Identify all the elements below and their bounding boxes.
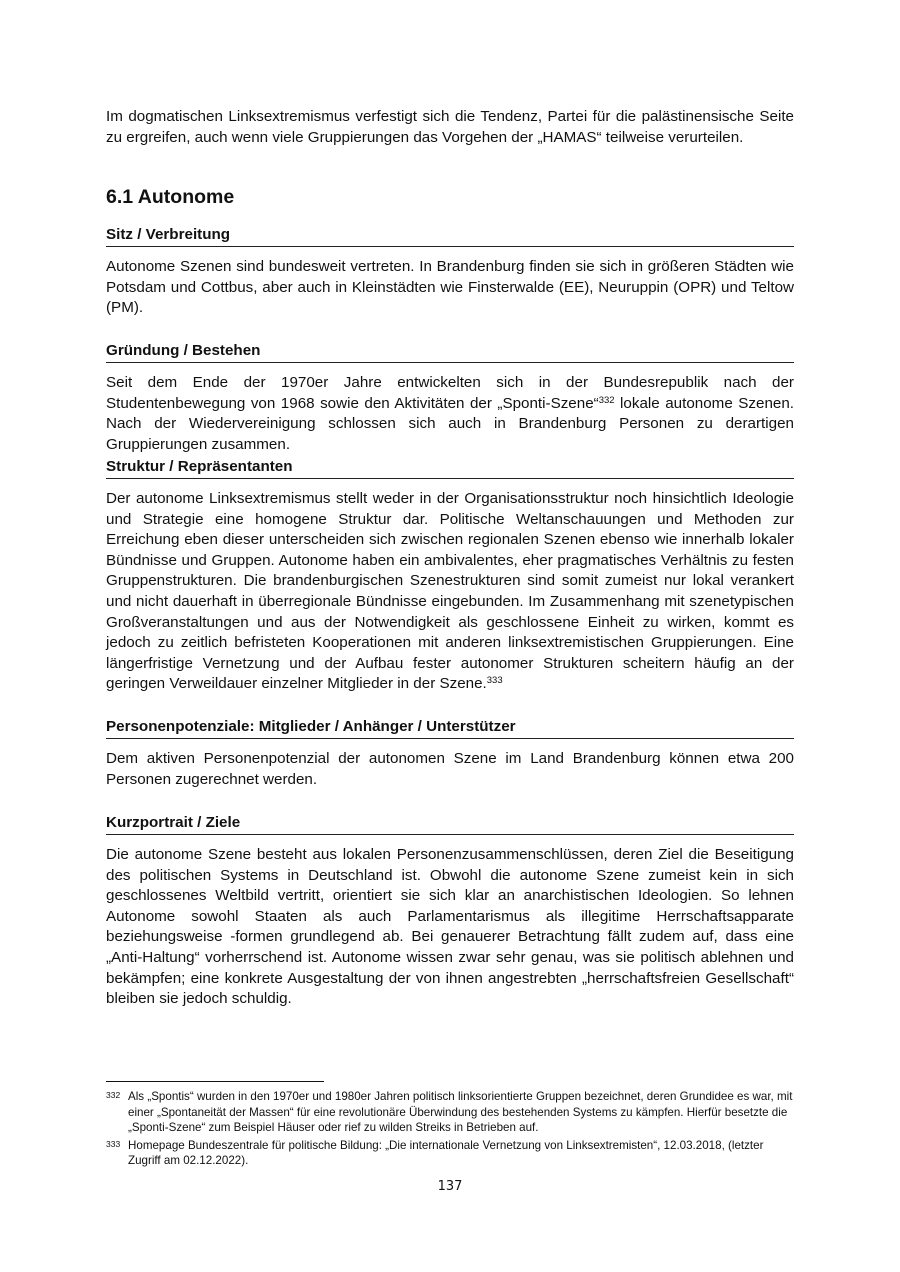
footnote-332 bbox=[106, 1089, 794, 1136]
body-text: lokale autonome Szenen. Nach der Wiedervereinigung schlossen sich auch in Brandenburg Personen zu derartigen Gruppierungen zusammen. bbox=[106, 394, 794, 453]
footnote-ref-333[interactable]: 333 bbox=[486, 675, 503, 687]
section-kurzportrait bbox=[106, 813, 794, 1010]
section-body: Dem aktiven Personenpotenzial der autonomen Szene im Land Brandenburg können etwa 200 Personen zugerechnet werden. bbox=[106, 750, 794, 788]
footnote-number: 332 bbox=[106, 1090, 121, 1100]
section-gruendung bbox=[106, 341, 794, 455]
footnote-333 bbox=[106, 1138, 794, 1169]
footnote-ref-332[interactable]: 332 bbox=[598, 394, 615, 406]
section-heading: Kurzportrait / Ziele bbox=[106, 813, 794, 835]
footnote-separator bbox=[106, 1081, 324, 1082]
section-body: Die autonome Szene besteht aus lokalen Personenzusammenschlüssen, deren Ziel die Beseitigung des politischen Systems in Deutschland ist. Obwohl die autonome Szene zumeist kein in sich geschlossenes Weltbild vertritt, orientiert sie sich klar an anarchistischen Ideologien. So lehnen Autonome sowohl Staaten als auch Parlamentarismus als illegitime Herrschaftsapparate beziehungsweise -formen grundlegend ab. Bei genauerer Betrachtung fällt zudem auf, dass eine „Anti-Haltung“ vorherrschend ist. Autonome wissen zwar sehr genau, was sie politisch ablehnen und bekämpfen; eine konkrete Ausgestaltung der von ihnen angestrebten „herrschaftsfreien Gesellschaft“ bleiben sie jedoch schuldig. bbox=[106, 846, 794, 1008]
section-heading: Sitz / Verbreitung bbox=[106, 225, 794, 247]
section-body bbox=[106, 373, 794, 455]
footnote-text: Homepage Bundeszentrale für politische Bildung: „Die internationale Vernetzung von Linksextremisten“, 12.03.2018, (letzter Zugriff am 02.12.2022). bbox=[128, 1138, 764, 1168]
footnotes bbox=[106, 1089, 794, 1171]
section-heading: Personenpotenziale: Mitglieder / Anhänger / Unterstützer bbox=[106, 717, 794, 739]
footnote-number: 333 bbox=[106, 1138, 121, 1149]
section-sitz bbox=[106, 225, 794, 319]
section-body: Autonome Szenen sind bundesweit vertreten. In Brandenburg finden sie sich in größeren Städten wie Potsdam und Cottbus, aber auch in Kleinstädten wie Finsterwalde (EE), Neuruppin (OPR) und Teltow (PM). bbox=[106, 258, 794, 317]
intro-paragraph: Im dogmatischen Linksextremismus verfestigt sich die Tendenz, Partei für die palästinensische Seite zu ergreifen, auch wenn viele Gruppierungen das Vorgehen der „HAMAS“ teilweise verurteilen. bbox=[106, 108, 794, 146]
section-body bbox=[106, 489, 794, 695]
page-number: 137 bbox=[437, 1179, 463, 1194]
body-text: Seit dem Ende der 1970er Jahre entwickelten sich in der Bundesrepublik nach der Studentenbewegung von 1968 sowie den Aktivitäten der „Sponti-Szene“ bbox=[106, 374, 794, 412]
footnote-text: Als „Spontis“ wurden in den 1970er und 1980er Jahren politisch linksorientierte Gruppen bezeichnet, deren Grundidee es war, mit einer „Spontaneität der Massen“ für eine revolutionäre Überwindung des bestehenden Systems zu kämpfen. Hierfür besetzte die „Sponti-Szene“ zum Beispiel Häuser oder rief zu wilden Streiks in Betrieben auf. bbox=[128, 1090, 793, 1135]
section-heading: Struktur / Repräsentanten bbox=[106, 457, 794, 479]
body-text: Der autonome Linksextremismus stellt weder in der Organisationsstruktur noch hinsichtlich Ideologie und Strategie eine homogene Struktur dar. Politische Weltanschauungen und Methoden zur Erreichung eben dieser unterscheiden sich zwischen regionalen Szenen ebenso wie innerhalb lokaler Bündnisse und Gruppen. Autonome haben ein ambivalentes, eher pragmatisches Verhältnis zu festen Gruppenstrukturen. Die brandenburgischen Szenestrukturen sind somit zumeist nur lokal verankert und nicht dauerhaft in überregionale Bündnisse eingebunden. Im Zusammenhang mit szenetypischen Großveranstaltungen und aus der Notwendigkeit als geschlossene Einheit zu wirken, kommt es jedoch zu zeitlich befristeten Kooperationen mit anderen linksextremistischen Gruppierungen. Eine längerfristige Vernetzung und der Aufbau fester autonomer Strukturen scheitern häufig an der geringen Verweildauer einzelner Mitglieder in der Szene. bbox=[106, 490, 794, 693]
section-struktur bbox=[106, 457, 794, 695]
section-personen bbox=[106, 717, 794, 790]
chapter-title: 6.1 Autonome bbox=[106, 186, 235, 208]
section-heading: Gründung / Bestehen bbox=[106, 341, 794, 363]
